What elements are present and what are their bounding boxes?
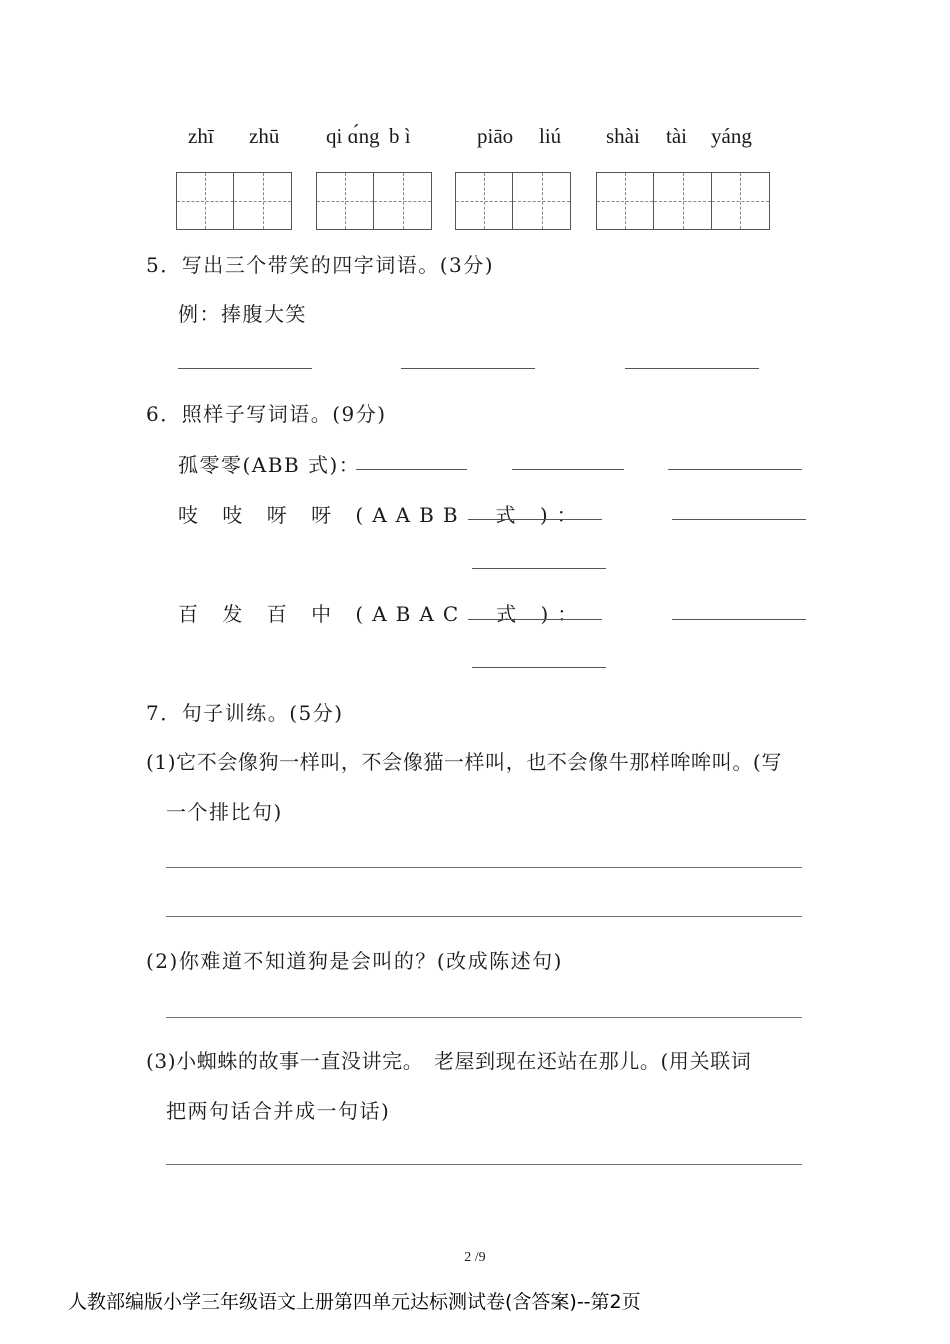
q7-sentence2: (2)你难道不知道狗是会叫的？(改成陈述句) bbox=[146, 949, 563, 973]
q6-aabb-blank-1[interactable] bbox=[468, 519, 602, 520]
writing-grid-4[interactable] bbox=[596, 172, 770, 230]
grid-cell[interactable] bbox=[513, 173, 570, 229]
grid-cell[interactable] bbox=[234, 173, 291, 229]
q7-title: 7．句子训练。(5分) bbox=[146, 701, 344, 725]
grid-cell[interactable] bbox=[456, 173, 513, 229]
q5-answer-blank-3[interactable] bbox=[625, 368, 759, 369]
q6-abac-label: 百 发 百 中 (ABAC 式 )： bbox=[178, 602, 587, 626]
q6-abac-blank-3[interactable] bbox=[472, 667, 606, 668]
pinyin-2a: qi ɑ́ng bbox=[326, 124, 380, 148]
q5-example: 例：捧腹大笑 bbox=[178, 302, 307, 326]
q7-s3-answer-line[interactable] bbox=[166, 1164, 802, 1165]
pinyin-4b: tài bbox=[666, 124, 687, 148]
q6-abb-blank-2[interactable] bbox=[512, 469, 624, 470]
q7-s2-answer-line[interactable] bbox=[166, 1017, 802, 1018]
pinyin-3a: piāo bbox=[477, 124, 514, 148]
q6-aabb-blank-2[interactable] bbox=[672, 519, 806, 520]
document-footer: 人教部编版小学三年级语文上册第四单元达标测试卷(含答案)--第2页 bbox=[68, 1291, 641, 1313]
pinyin-2b: b ì bbox=[389, 124, 411, 148]
q5-title: 5．写出三个带笑的四字词语。(3分) bbox=[146, 253, 495, 277]
q6-abb-blank-1[interactable] bbox=[356, 469, 467, 470]
q7-sentence3-line2: 把两句话合并成一句话) bbox=[166, 1099, 391, 1123]
page-number: 2 /9 bbox=[464, 1250, 486, 1265]
q6-aabb-label: 吱 吱 呀 呀 (AABB 式 )： bbox=[178, 503, 586, 527]
q6-abb-blank-3[interactable] bbox=[668, 469, 802, 470]
grid-cell[interactable] bbox=[654, 173, 711, 229]
q7-sentence1-line1: (1)它不会像狗一样叫，不会像猫一样叫，也不会像牛那样哞哞叫。(写 bbox=[146, 750, 782, 774]
grid-cell[interactable] bbox=[712, 173, 769, 229]
q5-answer-blank-2[interactable] bbox=[401, 368, 535, 369]
pinyin-1b: zhū bbox=[249, 124, 280, 148]
q6-aabb-blank-3[interactable] bbox=[472, 568, 606, 569]
writing-grid-3[interactable] bbox=[455, 172, 571, 230]
q6-abac-blank-1[interactable] bbox=[468, 619, 602, 620]
q7-s1-answer-line-1[interactable] bbox=[166, 867, 802, 868]
q7-sentence1-line2: 一个排比句) bbox=[166, 800, 283, 824]
pinyin-4c: yáng bbox=[711, 124, 752, 148]
q6-abac-blank-2[interactable] bbox=[672, 619, 806, 620]
writing-grid-1[interactable] bbox=[176, 172, 292, 230]
q6-abb-label: 孤零零(ABB 式)： bbox=[178, 453, 361, 477]
q6-title: 6．照样子写词语。(9分) bbox=[146, 402, 387, 426]
writing-grid-2[interactable] bbox=[316, 172, 432, 230]
q7-s1-answer-line-2[interactable] bbox=[166, 916, 802, 917]
pinyin-3b: liú bbox=[539, 124, 562, 148]
grid-cell[interactable] bbox=[317, 173, 374, 229]
pinyin-4a: shài bbox=[606, 124, 640, 148]
pinyin-1a: zhī bbox=[188, 124, 214, 148]
grid-cell[interactable] bbox=[177, 173, 234, 229]
grid-cell[interactable] bbox=[374, 173, 431, 229]
q7-sentence3-line1: (3)小蜘蛛的故事一直没讲完。 老屋到现在还站在那儿。(用关联词 bbox=[146, 1049, 752, 1073]
grid-cell[interactable] bbox=[597, 173, 654, 229]
q5-answer-blank-1[interactable] bbox=[178, 368, 312, 369]
